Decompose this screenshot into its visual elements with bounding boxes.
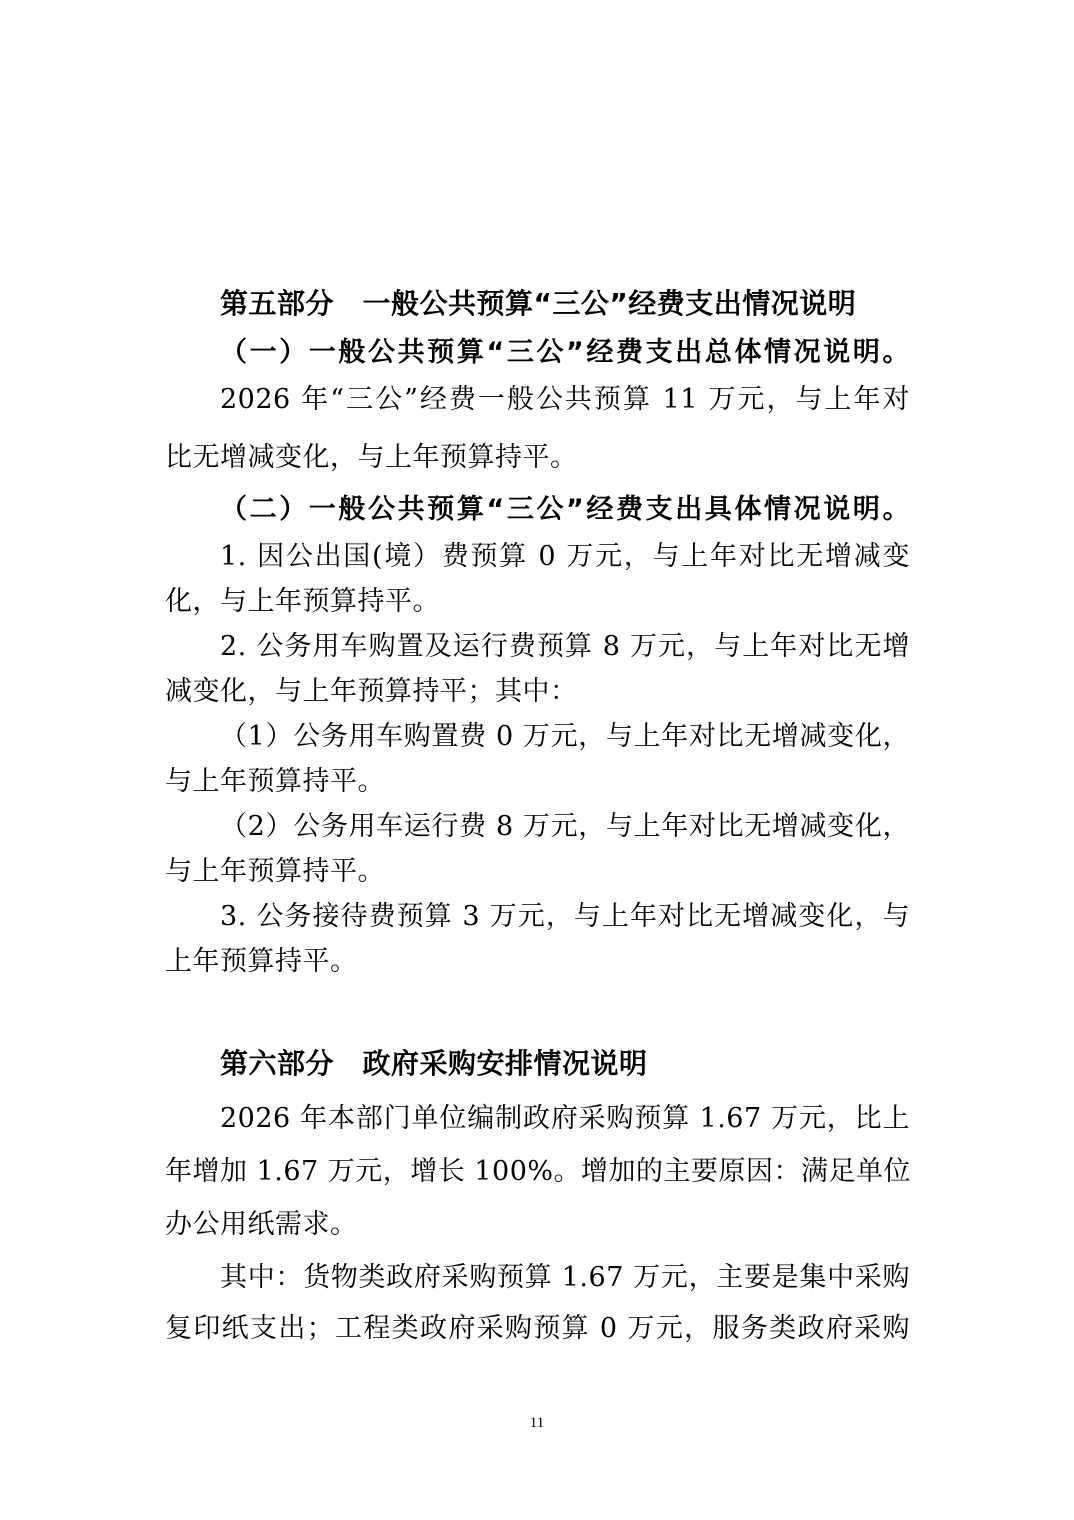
paragraph-line: 比无增减变化，与上年预算持平。 <box>165 442 578 473</box>
section-5-subheading-1: （一）一般公共预算“三公”经费支出总体情况说明。 <box>220 337 910 368</box>
paragraph-line: 2026 年“三公”经费一般公共预算 11 万元，与上年对 <box>220 384 910 415</box>
paragraph-line: 年增加 1.67 万元，增长 100%。增加的主要原因：满足单位 <box>165 1156 912 1187</box>
paragraph-line: 2. 公务用车购置及运行费预算 8 万元，与上年对比无增 <box>220 631 910 662</box>
section-5-title: 第五部分 一般公共预算“三公”经费支出情况说明 <box>220 287 857 320</box>
page-number: 11 <box>529 1415 545 1431</box>
paragraph-line: 其中：货物类政府采购预算 1.67 万元，主要是集中采购 <box>220 1262 910 1293</box>
paragraph-line: （1）公务用车购置费 0 万元，与上年对比无增减变化， <box>220 721 910 752</box>
paragraph-line: 上年预算持平。 <box>165 946 358 977</box>
paragraph-line: 化，与上年预算持平。 <box>165 586 440 617</box>
paragraph-line: 3. 公务接待费预算 3 万元，与上年对比无增减变化，与 <box>220 901 910 932</box>
paragraph-line: （2）公务用车运行费 8 万元，与上年对比无增减变化， <box>220 811 910 842</box>
paragraph-line: 办公用纸需求。 <box>165 1209 358 1240</box>
paragraph-line: 与上年预算持平。 <box>165 856 385 887</box>
paragraph-line: 复印纸支出；工程类政府采购预算 0 万元，服务类政府采购 <box>165 1313 910 1344</box>
paragraph-line: 1. 因公出国(境）费预算 0 万元，与上年对比无增减变 <box>220 541 910 572</box>
paragraph-line: 2026 年本部门单位编制政府采购预算 1.67 万元，比上 <box>220 1103 910 1134</box>
section-6-title: 第六部分 政府采购安排情况说明 <box>220 1047 648 1080</box>
paragraph-line: 减变化，与上年预算持平；其中： <box>165 676 578 707</box>
section-5-subheading-2: （二）一般公共预算“三公”经费支出具体情况说明。 <box>220 494 910 525</box>
paragraph-line: 与上年预算持平。 <box>165 766 385 797</box>
